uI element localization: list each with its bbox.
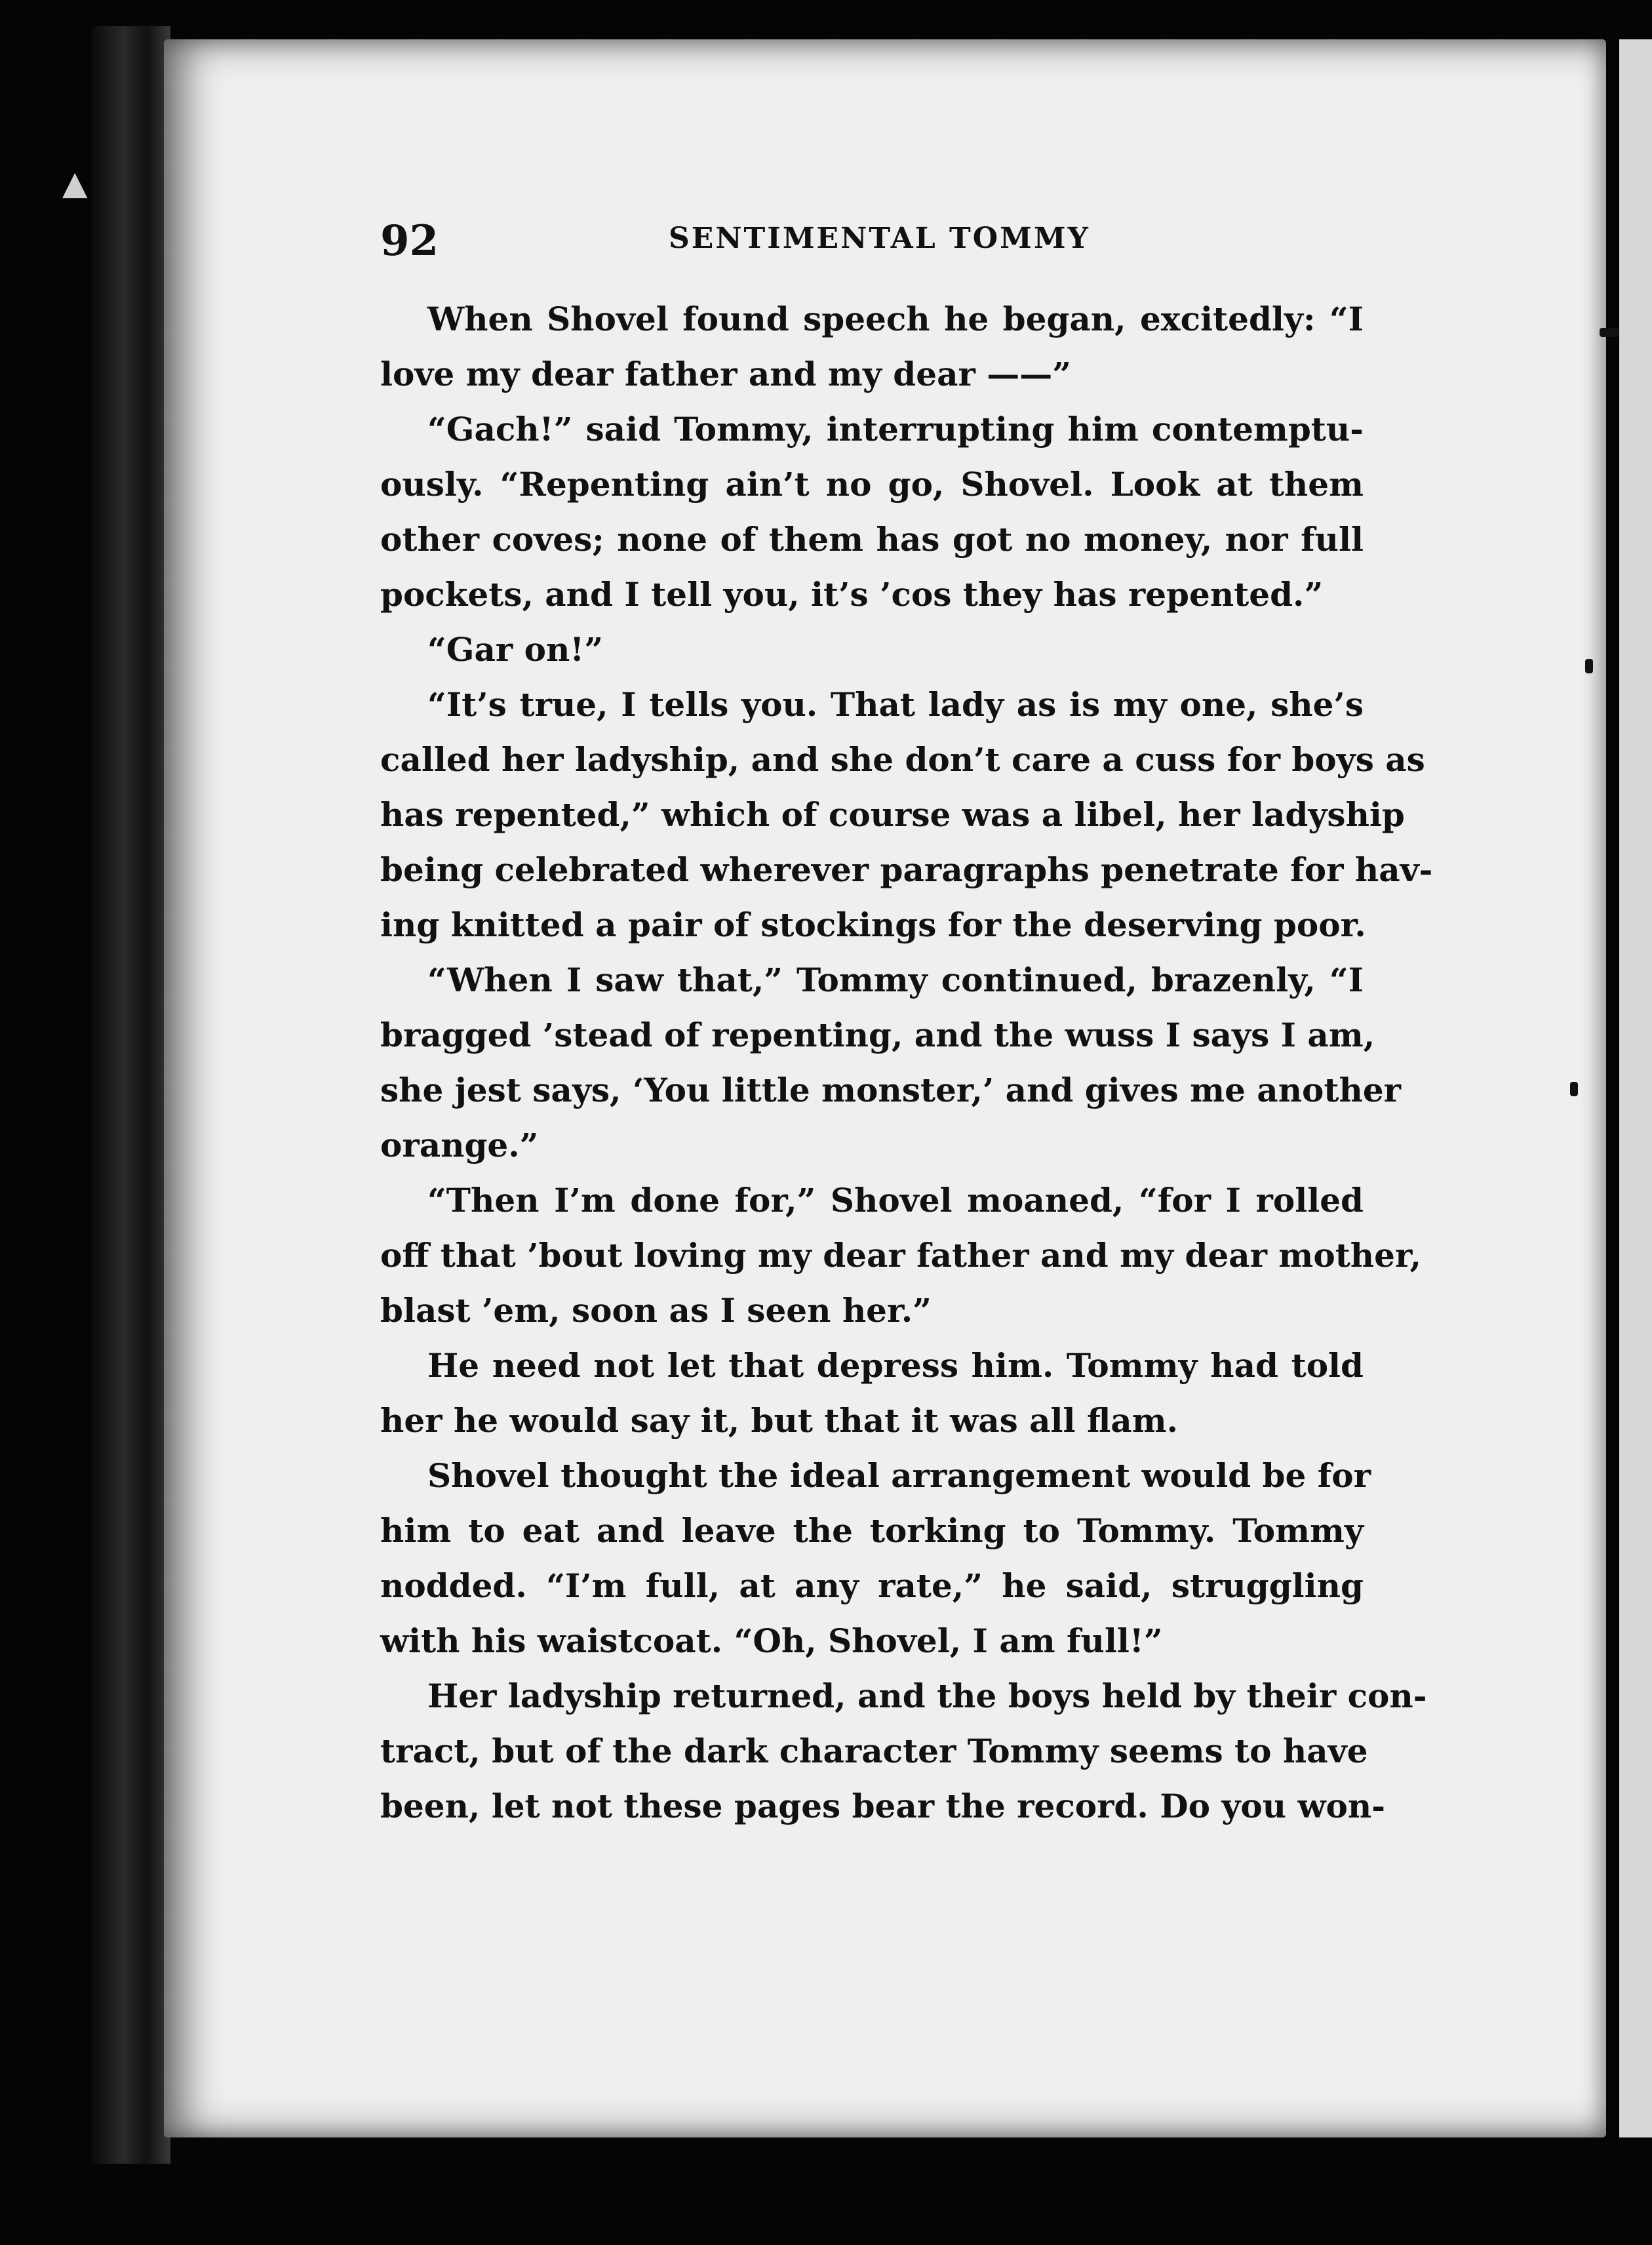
text-line: love my dear father and my dear ——” [380,355,1071,393]
text-line: being celebrated wherever paragraphs penetrate for hav- [380,850,1433,889]
book-spine-edge [92,26,170,2164]
text-line: He need not let that depress him. Tommy had told [427,1346,1364,1385]
text-line: with his waistcoat. “Oh, Shovel, I am full!” [380,1621,1163,1660]
page-number: 92 [380,216,439,266]
body-text [380,292,1433,1834]
text-line: Her ladyship returned, and the boys held by their con- [427,1677,1427,1715]
text-line: bragged ’stead of repenting, and the wuss I says I am, [380,1016,1375,1054]
text-line: ing knitted a pair of stockings for the deserving poor. [380,905,1366,944]
text-line: “Gar on!” [427,630,604,669]
text-line: “When I saw that,” Tommy continued, brazenly, “I [427,961,1364,999]
text-line: “Gach!” said Tommy, interrupting him contemptu- [427,410,1364,448]
text-line: ously. “Repenting ain’t no go, Shovel. Look at them [380,465,1364,504]
text-line: orange.” [380,1126,539,1164]
text-line: has repented,” which of course was a libel, her ladyship [380,795,1405,834]
page-header [380,216,1403,266]
running-head: SENTIMENTAL TOMMY [669,222,1090,255]
scan-speck [1585,659,1593,673]
text-line: blast ’em, soon as I seen her.” [380,1291,932,1330]
text-line: nodded. “I’m full, at any rate,” he said, struggling [380,1566,1364,1605]
text-line: When Shovel found speech he began, excitedly: “I [427,300,1364,338]
text-line: been, let not these pages bear the record. Do you won- [380,1787,1386,1825]
adjacent-page-edge [1619,39,1652,2137]
text-line: off that ’bout loving my dear father and my dear mother, [380,1236,1422,1275]
text-line: “It’s true, I tells you. That lady as is my one, she’s [427,685,1364,724]
text-line: her he would say it, but that it was all flam. [380,1401,1179,1440]
text-line: she jest says, ‘You little monster,’ and gives me another [380,1071,1402,1109]
text-line: other coves; none of them has got no money, nor full [380,520,1364,559]
text-line: Shovel thought the ideal arrangement would be for [427,1456,1371,1495]
text-line: called her ladyship, and she don’t care a cuss for boys as [380,740,1425,779]
text-line: “Then I’m done for,” Shovel moaned, “for I rolled [427,1181,1364,1220]
scan-mark-icon: ▲ [62,164,88,202]
text-line: him to eat and leave the torking to Tommy. Tommy [380,1511,1364,1550]
text-line: tract, but of the dark character Tommy seems to have [380,1732,1368,1770]
scan-speck [1600,328,1619,337]
scan-speck [1570,1082,1578,1096]
text-line: pockets, and I tell you, it’s ’cos they has repented.” [380,575,1324,614]
